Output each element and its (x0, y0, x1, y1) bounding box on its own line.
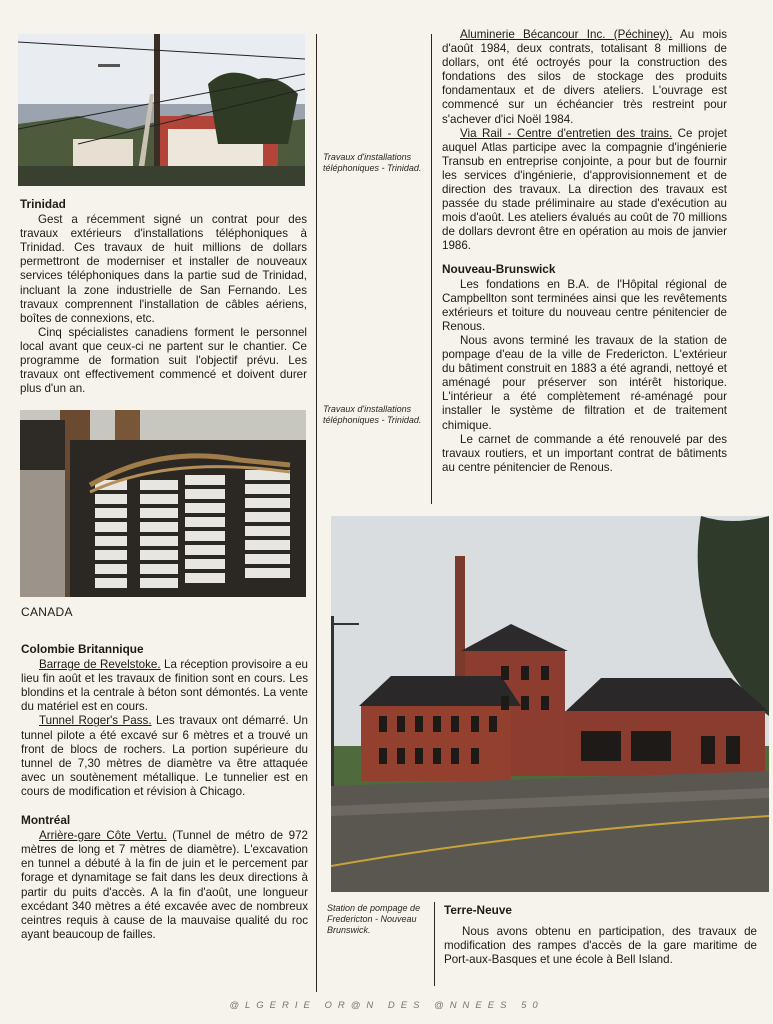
nouveau-brunswick-heading: Nouveau-Brunswick (442, 261, 556, 276)
rogers-paragraph (21, 714, 308, 799)
junction-box-photo (20, 410, 306, 597)
canada-label: CANADA (21, 605, 73, 619)
nb-paragraph-2: Nous avons terminé les travaux de la station de pompage d'eau de la ville de Fredericton. L'extérieur du bâtiment construit en 1883 a été agrandi, nettoyé et aménagé pour préserver son intérêt historique. L'intérieur a été complètement ré-aménagé pour installer le système de filtration et de traitement chimique. (442, 333, 727, 432)
aluminerie-title: Aluminerie Bécancour Inc. (Péchiney). (460, 28, 673, 41)
canada-sections (21, 642, 308, 942)
column-divider-bottom (434, 902, 435, 986)
column-divider-left (316, 34, 317, 992)
footer-watermark: @LGERIE OR@N DES @NNEES 50 (229, 1000, 544, 1011)
revelstoke-paragraph (21, 658, 308, 714)
cote-vertu-text: (Tunnel de métro de 972 mètres de long et 7 mètres de diamètre). L'excavation en tunnel a débuté à la fin de juin et le percement par forage et dynamitage se fait dans les deux directions à partir du puits d'accès. A la fin d'août, une longueur excédant 340 mètres a été excavée avec de nombreux ceintres requis à cause de la mauvaise qualité du roc ayant beaucoup de failles. (21, 829, 308, 941)
montreal-heading: Montréal (21, 813, 71, 828)
cote-vertu-paragraph (21, 829, 308, 942)
aluminerie-paragraph (442, 28, 727, 127)
rogers-text: Les travaux ont démarré. Un tunnel pilote a été excavé sur 6 mètres et a trouvé un front de blocs de rochers. La portion supérieure du tunnel de 7,30 mètres de diamètre va être attaquée avec un soutènement métallique. Le tunnelier est en cours de modification et révision à Chicago. (21, 714, 308, 798)
revelstoke-title: Barrage de Revelstoke. (39, 658, 161, 672)
viarail-title: Via Rail - Centre d'entretien des trains. (460, 126, 673, 140)
trinidad-heading: Trinidad (20, 197, 66, 211)
caption-photo-2: Travaux d'installations téléphoniques - Trinidad. (323, 404, 422, 425)
trinidad-pole-photo (18, 34, 305, 186)
pumping-station-photo (331, 516, 769, 892)
trinidad-paragraph-2: Cinq spécialistes canadiens forment le personnel local avant que ceux-ci ne partent sur le chantier. Ce programme de formation suit l'objectif prévu. Les travaux ont effectivement commencé et doivent durer plus d'un an. (20, 325, 307, 396)
trinidad-section (20, 197, 307, 396)
caption-photo-3: Station de pompage de Fredericton - Nouveau Brunswick. (327, 903, 421, 935)
nb-paragraph-3: Le carnet de commande a été renouvelé par des travaux routiers, et un important contrat de bâtiments au centre pénitencier de Renous. (442, 432, 727, 474)
rogers-title: Tunnel Roger's Pass. (39, 714, 152, 728)
trinidad-paragraph-1: Gest a récemment signé un contrat pour des travaux extérieurs d'installations téléphoniques à Trinidad. Ces travaux de huit millions de dollars permettront de moderniser et installer de nouveaux services téléphoniques dans la partie sud de Trinidad, incluant la zone industrielle de San Fernando. Les travaux comprennent l'installation de câbles aériens, boîtes de connexions, etc. (20, 213, 307, 325)
nb-paragraph-1: Les fondations en B.A. de l'Hôpital régional de Campbellton sont terminées ainsi que les revêtements extérieurs et toiture du nouveau centre pénitencier de Renous. (442, 277, 727, 333)
aluminerie-text: Au mois d'août 1984, deux contrats, totalisant 8 millions de dollars, ont été octroyés pour la construction des fondations des silos de stockage des produits fondamentaux et de divers ateliers. L'ouvrage est commencé sur un échéancier très restreint pour s'achever d'ici Noël 1984. (442, 28, 727, 126)
right-column-text (442, 28, 727, 475)
colombie-heading: Colombie Britannique (21, 642, 144, 656)
caption-photo-1: Travaux d'installations téléphoniques - Trinidad. (323, 152, 422, 173)
cote-vertu-title: Arrière-gare Côte Vertu. (39, 829, 167, 843)
revelstoke-text: La réception provisoire a eu lieu fin août et les travaux de finition sont en cours. Les blondins et la centrale à béton sont démontés. La vente du matériel est en cours. (21, 658, 308, 714)
terre-neuve-paragraph: Nous avons obtenu en participation, des travaux de modification des rampes d'accès de la gare maritime de Port-aux-Basques et une école à Bell Island. (444, 925, 757, 967)
terre-neuve-section (444, 903, 757, 967)
viarail-paragraph (442, 127, 727, 254)
terre-neuve-heading: Terre-Neuve (444, 903, 512, 917)
viarail-text: Ce projet auquel Atlas participe avec la compagnie d'ingénierie Transub en entreprise conjointe, a pour but de fournir les services d'ingénierie, d'approvisionnement et de direction des travaux. La direction des travaux est passée du stade préliminaire au stade d'exécution au mois d'août. Les ateliers évalués au coût de 70 millions de dollars devront être en opération au mois de janvier 1986. (442, 126, 727, 253)
column-divider-right (431, 34, 432, 504)
